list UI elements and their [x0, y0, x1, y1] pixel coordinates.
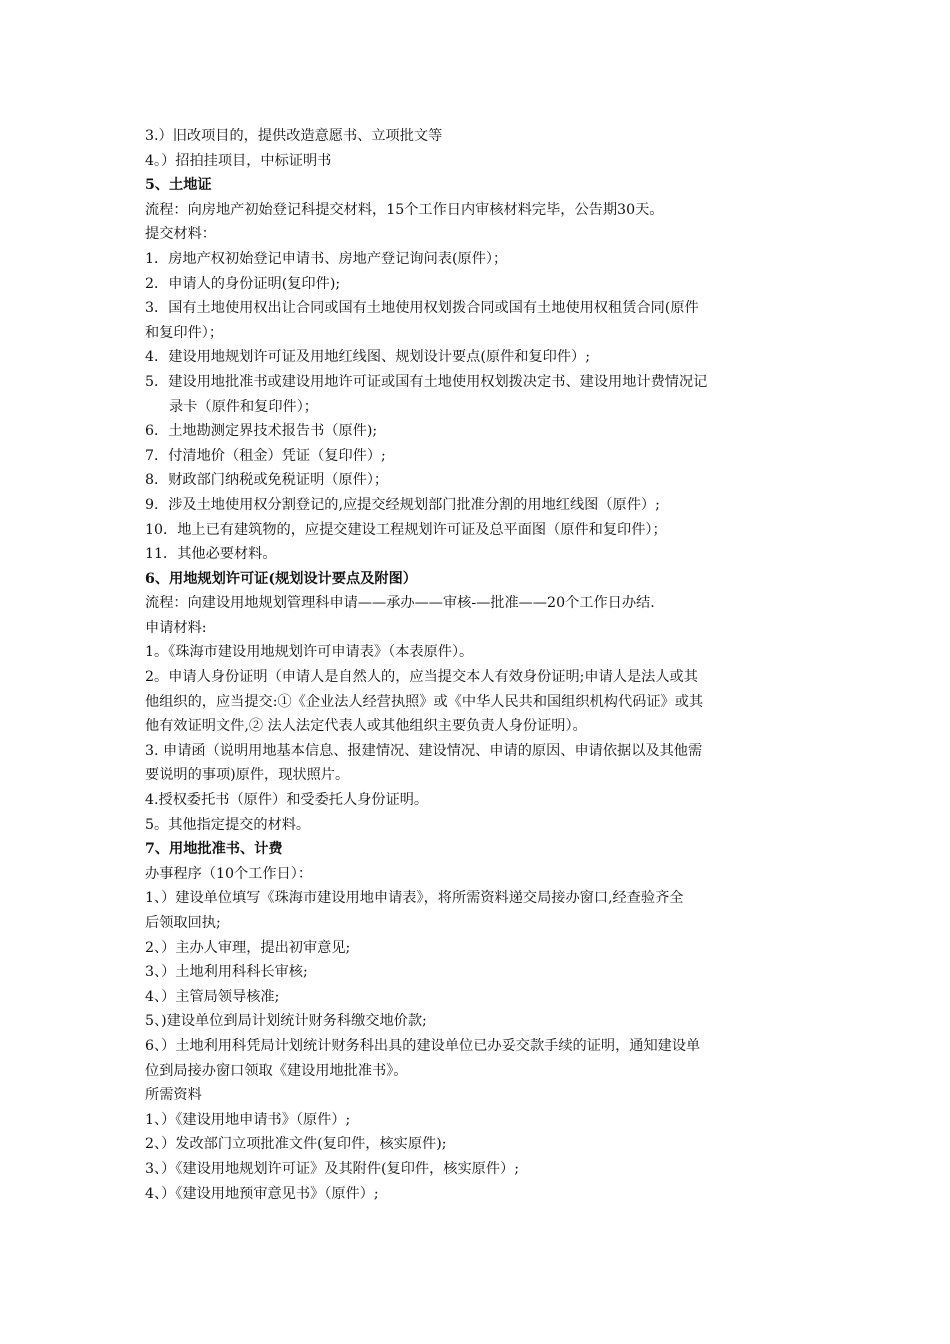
list-item: 1、）《建设用地申请书》（原件）;	[145, 1111, 351, 1128]
list-item: 11．其他必要材料。	[145, 546, 277, 563]
list-item: 4、）主管局领导核准;	[145, 988, 280, 1005]
list-item: 2。申请人身份证明（申请人是自然人的，应当提交本人有效身份证明;申请人是法人或其	[145, 669, 698, 686]
list-item-continuation: 他组织的，应当提交:①《企业法人经营执照》或《中华人民共和国组织机构代码证》或其	[145, 693, 704, 710]
list-item-continuation: 后领取回执;	[145, 915, 221, 931]
section-heading-land-certificate: 5、土地证	[145, 177, 212, 194]
list-item: 2、）主办人审理，提出初审意见;	[145, 939, 351, 956]
list-item: 3、）土地利用科科长审核;	[145, 964, 308, 981]
list-item: 4、）《建设用地预审意见书》（原件）;	[145, 1185, 379, 1202]
text-line: 3.）旧改项目的，提供改造意愿书、立项批文等	[145, 128, 443, 144]
list-item: 2．申请人的身份证明(复印件);	[145, 275, 341, 292]
list-item: 9．涉及土地使用权分割登记的,应提交经规划部门批准分割的用地红线图（原件）;	[145, 496, 660, 513]
list-item-continuation: 他有效证明文件,② 法人法定代表人或其他组织主要负责人身份证明）。	[145, 718, 587, 735]
list-item: 1．房地产权初始登记申请书、房地产登记询问表(原件）；	[145, 250, 508, 267]
list-item: 5、)建设单位到局计划统计财务科缴交地价款;	[145, 1013, 427, 1030]
list-item: 5．建设用地批准书或建设用地许可证或国有土地使用权划拨决定书、建设用地计费情况记	[145, 373, 708, 390]
list-item: 1。《珠海市建设用地规划许可申请表》（本表原件）。	[145, 644, 474, 661]
list-item: 3. 申请函（说明用地基本信息、报建情况、建设情况、申请的原因、申请依据以及其他需	[145, 742, 703, 759]
list-item: 1、）建设单位填写《珠海市建设用地申请表》，将所需资料递交局接办窗口,经查验齐全	[145, 890, 684, 907]
list-item: 8．财政部门纳税或免税证明（原件）；	[145, 472, 389, 489]
text-line: 提交材料：	[145, 226, 216, 243]
list-item: 3、）《建设用地规划许可证》及其附件(复印件，核实原件）;	[145, 1160, 520, 1177]
text-line: 申请材料:	[145, 619, 207, 636]
list-item: 5。其他指定提交的材料。	[145, 816, 311, 833]
list-item-continuation: 和复印件）；	[145, 324, 224, 341]
text-line: 流程：向房地产初始登记科提交材料，15个工作日内审核材料完毕，公告期30天。	[145, 201, 664, 218]
list-item-continuation: 要说明的事项)原件，现状照片。	[145, 767, 350, 784]
text-line: 办事程序（10个工作日）：	[145, 865, 313, 882]
document-page	[145, 124, 810, 1206]
list-item: 4.授权委托书（原件）和受委托人身份证明。	[145, 792, 429, 809]
text-line: 所需资料	[145, 1087, 202, 1104]
section-heading-land-approval: 7、用地批准书、计费	[145, 841, 283, 858]
list-item: 3．国有土地使用权出让合同或国有土地使用权划拨合同或国有土地使用权租赁合同(原件	[145, 300, 699, 317]
list-item: 6、）土地利用科凭局计划统计财务科出具的建设单位已办妥交款手续的证明，通知建设单	[145, 1037, 701, 1054]
list-item: 2、）发改部门立项批准文件(复印件，核实原件);	[145, 1136, 447, 1153]
section-heading-planning-permit: 6、用地规划许可证(规划设计要点及附图）	[145, 570, 417, 587]
list-item-continuation: 位到局接办窗口领取《建设用地批准书》。	[145, 1062, 408, 1079]
list-item: 7．付清地价（租金）凭证（复印件）;	[145, 447, 386, 464]
list-item: 10．地上已有建筑物的，应提交建设工程规划许可证及总平面图（原件和复印件）；	[145, 521, 667, 538]
list-item: 6．土地勘测定界技术报告书（原件);	[145, 423, 378, 440]
list-item-continuation: 录卡（原件和复印件）；	[169, 398, 318, 415]
list-item: 4．建设用地规划许可证及用地红线图、规划设计要点(原件和复印件）;	[145, 349, 590, 366]
text-line: 4。）招拍挂项目，中标证明书	[145, 152, 332, 169]
text-line: 流程：向建设用地规划管理科申请——承办——审核-—批准——20个工作日办结.	[145, 595, 655, 612]
